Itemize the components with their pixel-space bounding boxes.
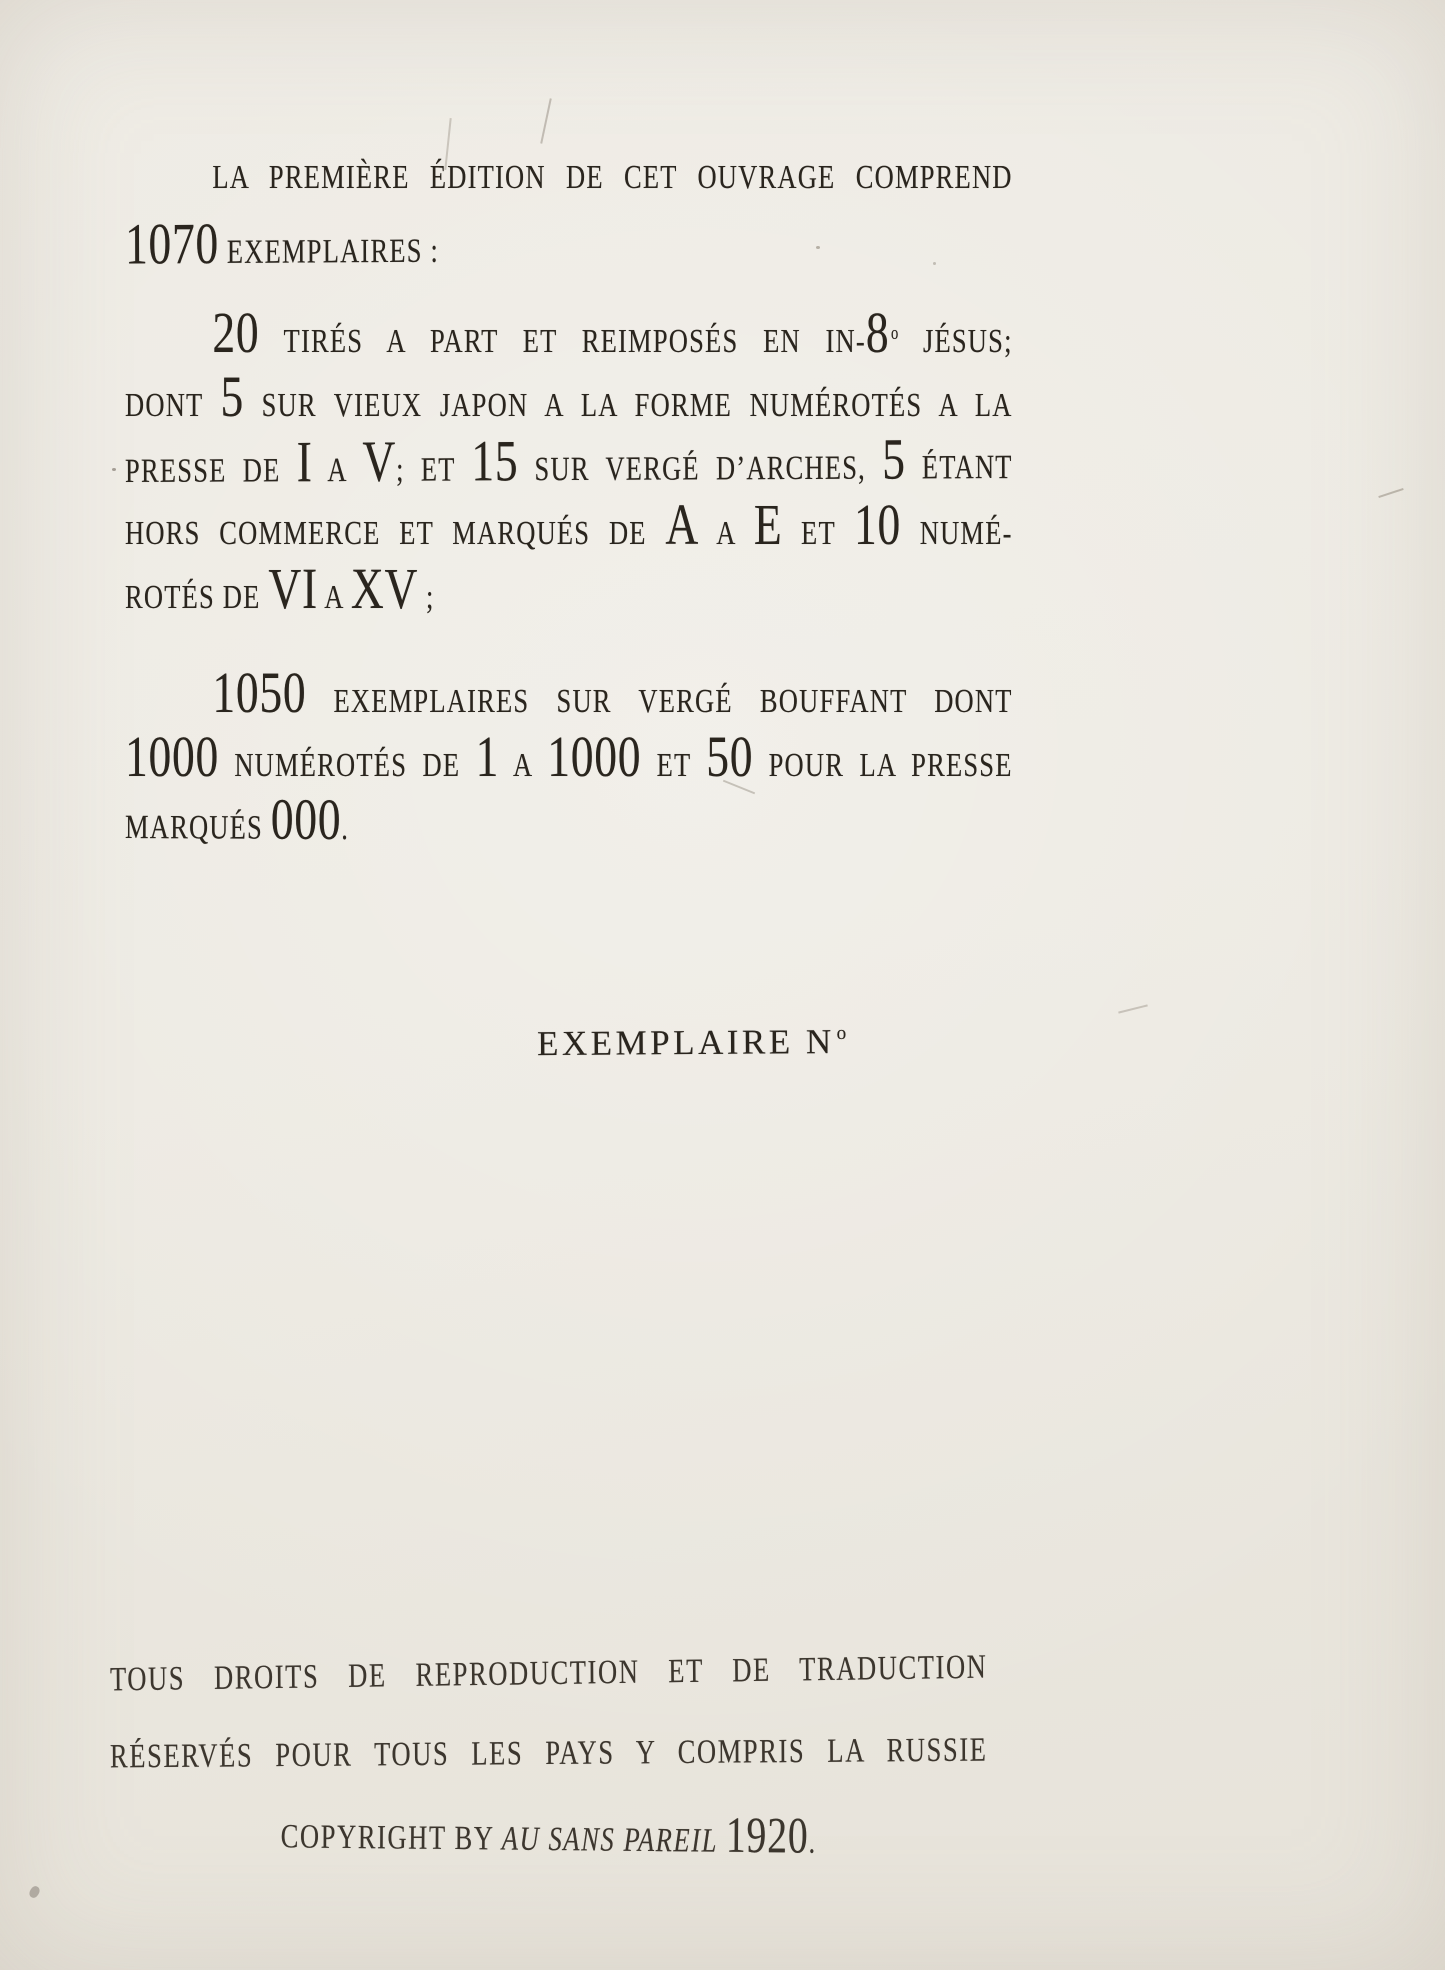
text-segment: PRESSE DE (124, 452, 297, 490)
text-segment: RÉSERVÉS POUR TOUS LES PAYS Y COMPRIS LA RUSSIE (109, 1731, 988, 1776)
text-segment: NUMÉ- (901, 515, 1013, 552)
text-segment: HORS COMMERCE ET MARQUÉS DE (125, 515, 666, 552)
publisher-name: AU SANS PAREIL (501, 1820, 726, 1860)
text-segment: LA PREMIÈRE ÉDITION DE CET OUVRAGE COMPREND (212, 159, 1013, 196)
format-ordinal-sup: o (890, 322, 899, 344)
text-line (125, 493, 1013, 557)
bouffant-copies-count: 1050 (212, 660, 307, 725)
rights-copyright-block (110, 1634, 987, 1874)
roman-numeral-I: I (296, 429, 313, 495)
text-segment: ROTÉS DE (125, 579, 269, 616)
text-segment: POUR LA PRESSE (753, 747, 1013, 784)
text-segment: A (317, 579, 351, 616)
text-segment: A (699, 515, 754, 552)
japon-copies-count: 5 (220, 364, 245, 429)
publication-year: 1920 (725, 1807, 809, 1865)
format-number: 8 (865, 300, 890, 365)
text-segment: SUR VIEUX JAPON A LA FORME NUMÉROTÉS A LA (244, 387, 1013, 424)
press-copies-count: 50 (706, 724, 754, 789)
text-segment: COPYRIGHT BY (280, 1818, 502, 1858)
special-copies-count: 20 (212, 300, 260, 365)
paragraph-special-copies (125, 301, 1013, 621)
text-segment: TOUS DROITS DE REPRODUCTION ET DE TRADUCTION (109, 1648, 988, 1699)
rights-line (110, 1628, 988, 1721)
copy-number-ordinal-sup: o (836, 1023, 847, 1045)
text-segment: . (808, 1823, 817, 1861)
text-line (125, 365, 1013, 429)
text-line (125, 146, 1013, 210)
text-segment: . (341, 809, 350, 848)
text-segment: EXEMPLAIRES : (218, 232, 440, 271)
roman-numeral-XV: XV (350, 556, 419, 621)
text-segment: MARQUÉS (124, 809, 271, 847)
text-segment: ; ET (395, 451, 472, 489)
mark-letter-E: E (753, 492, 783, 557)
range-start-number: 1 (475, 724, 500, 789)
arches-copies-count: 15 (471, 428, 519, 494)
text-segment: TIRÉS A PART ET REIMPOSÉS EN IN- (259, 323, 866, 360)
text-line (125, 661, 1013, 725)
text-line (125, 557, 1013, 621)
numbered-special-count: 10 (854, 492, 902, 557)
text-segment: NUMÉROTÉS DE (218, 747, 476, 784)
paper-scratch (1378, 488, 1403, 498)
limitation-statement (125, 146, 1013, 853)
range-end-number: 1000 (547, 724, 642, 789)
hors-commerce-count: 5 (882, 426, 906, 492)
roman-numeral-V: V (362, 428, 397, 494)
copy-number-line (537, 1010, 847, 1076)
text-line (125, 725, 1013, 789)
press-mark: 000 (270, 786, 342, 852)
paragraph-regular-copies (125, 661, 1013, 853)
total-copies-count: 1070 (124, 210, 220, 277)
text-line (125, 427, 1013, 495)
rights-line (110, 1711, 988, 1798)
paragraph-edition-total (124, 146, 1013, 277)
text-segment: A (499, 747, 548, 784)
mark-letter-A: A (665, 492, 700, 557)
text-segment: ET (641, 747, 707, 784)
copy-number-label: EXEMPLAIRE N (536, 1022, 835, 1064)
paper-scratch (540, 98, 552, 143)
text-line (125, 787, 1013, 855)
text-segment: ÉTANT (905, 449, 1013, 487)
text-segment: ; (418, 579, 435, 616)
text-segment: EXEMPLAIRES SUR VERGÉ BOUFFANT DONT (306, 683, 1013, 720)
paper-speck (28, 1885, 42, 1900)
text-segment: SUR VERGÉ D’ARCHES, (518, 449, 883, 489)
text-segment: A (312, 451, 363, 490)
text-line (125, 301, 1013, 365)
paper-speck (112, 468, 116, 471)
text-segment: DONT (125, 387, 221, 424)
numbered-copies-count: 1000 (125, 724, 219, 789)
paper-scratch (1118, 1004, 1148, 1013)
copyright-line (110, 1790, 988, 1879)
text-segment: ET (782, 515, 855, 552)
roman-numeral-VI: VI (268, 556, 318, 621)
text-line (125, 208, 1013, 277)
text-segment: JÉSUS; (898, 323, 1013, 360)
